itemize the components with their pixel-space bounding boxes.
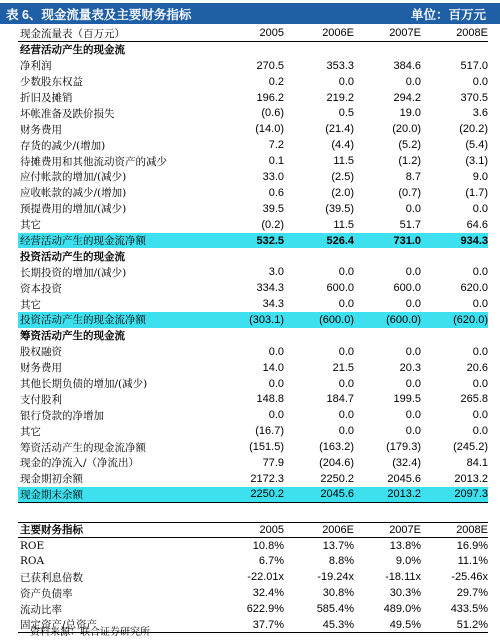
row-label: 坏帐准备及跌价损失 xyxy=(20,107,115,120)
row-label: 经营活动产生的现金流 xyxy=(20,44,125,57)
cell-value: 148.8 xyxy=(256,393,284,406)
table-row xyxy=(18,58,488,74)
cell-value: 13.8% xyxy=(389,539,421,552)
row-label: 资本投资 xyxy=(20,282,62,295)
cell-value: (245.2) xyxy=(453,441,488,454)
cell-value: 0.0 xyxy=(338,75,354,88)
source-note: 资料来源：联合证券研究所 xyxy=(30,627,150,638)
table-row xyxy=(18,280,488,296)
cell-value: 294.2 xyxy=(393,91,421,104)
cell-value: 0.0 xyxy=(472,266,488,279)
table-row xyxy=(18,90,488,106)
cell-value: -19.24x xyxy=(317,571,354,584)
table-row xyxy=(18,169,488,185)
table-row xyxy=(18,264,488,280)
row-label: 其它 xyxy=(20,219,41,232)
table-row xyxy=(18,153,488,169)
cell-value: 39.5 xyxy=(262,202,284,215)
cell-value: 0.6 xyxy=(268,186,284,199)
cell-value: 585.4% xyxy=(316,603,354,616)
cell-value: 0.0 xyxy=(472,409,488,422)
table-row xyxy=(18,538,488,554)
cell-value: 20.6 xyxy=(466,361,488,374)
cell-value: 30.3% xyxy=(389,587,421,600)
row-label: 少数股东权益 xyxy=(20,76,83,89)
row-label: 投资活动产生的现金流 xyxy=(20,250,125,263)
section-spacer xyxy=(18,503,488,522)
cell-value: 0.0 xyxy=(338,266,354,279)
cell-value: 0.0 xyxy=(405,75,421,88)
cell-value: (20.0) xyxy=(392,123,421,136)
cell-value: (0.6) xyxy=(261,107,284,120)
cell-value: 2007E xyxy=(389,523,421,536)
cell-value: 265.8 xyxy=(460,393,488,406)
cell-value: 0.0 xyxy=(405,202,421,215)
cell-value: 3.6 xyxy=(472,107,488,120)
cell-value: (14.0) xyxy=(255,123,284,136)
cell-value: (600.0) xyxy=(319,313,354,326)
cell-value: 0.0 xyxy=(268,409,284,422)
cell-value: (2.0) xyxy=(331,186,354,199)
cell-value: (32.4) xyxy=(392,456,421,469)
table-row xyxy=(18,344,488,360)
cell-value: 13.7% xyxy=(322,539,354,552)
cell-value: 2006E xyxy=(322,523,354,536)
cell-value: 3.0 xyxy=(268,266,284,279)
cell-value: 9.0% xyxy=(395,555,421,568)
cell-value: (179.3) xyxy=(386,441,421,454)
cell-value: 0.0 xyxy=(472,75,488,88)
table-row xyxy=(18,42,488,58)
cell-value: 184.7 xyxy=(326,393,354,406)
cell-value: 219.2 xyxy=(326,91,354,104)
cell-value: 622.9% xyxy=(246,603,284,616)
row-label: 流动比率 xyxy=(20,603,62,616)
row-label: 现金期末余额 xyxy=(20,488,83,501)
cell-value: -22.01x xyxy=(247,571,284,584)
cell-value: 7.2 xyxy=(268,139,284,152)
row-label: 主要财务指标 xyxy=(20,524,83,537)
row-label: 股权融资 xyxy=(20,346,62,359)
cell-value: 32.4% xyxy=(252,587,284,600)
row-label: 财务费用 xyxy=(20,123,62,136)
cell-value: 2008E xyxy=(456,523,488,536)
cell-value: 370.5 xyxy=(460,91,488,104)
row-label: 固定资产/总资产 xyxy=(20,619,98,632)
cell-value: 353.3 xyxy=(326,59,354,72)
cell-value: (204.6) xyxy=(319,456,354,469)
cell-value: 30.8% xyxy=(322,587,354,600)
row-label: 待摊费用和其他流动资产的减少 xyxy=(20,155,167,168)
table-row xyxy=(18,439,488,455)
cell-value: 2005 xyxy=(259,523,284,536)
cell-value: 0.0 xyxy=(472,202,488,215)
row-label: 资产负债率 xyxy=(20,587,73,600)
table-row xyxy=(18,121,488,137)
row-label: 预提费用的增加/(减少) xyxy=(20,203,127,216)
table-row xyxy=(18,328,488,344)
cell-value: 29.7% xyxy=(456,587,488,600)
cell-value: 2172.3 xyxy=(250,472,284,485)
table-row xyxy=(18,312,488,328)
cell-value: 2013.2 xyxy=(387,488,421,501)
cell-value: 9.0 xyxy=(472,170,488,183)
row-label: 支付股利 xyxy=(20,393,62,406)
cell-value: 600.0 xyxy=(326,282,354,295)
cell-value: 0.0 xyxy=(338,409,354,422)
cell-value: 2045.6 xyxy=(320,488,354,501)
table-row xyxy=(18,455,488,471)
cell-value: 526.4 xyxy=(326,234,354,247)
cell-value: 0.1 xyxy=(268,155,284,168)
cell-value: 2045.6 xyxy=(387,472,421,485)
cell-value: 33.0 xyxy=(262,170,284,183)
table-row xyxy=(18,74,488,90)
cell-value: (21.4) xyxy=(325,123,354,136)
cell-value: 0.0 xyxy=(268,377,284,390)
cell-value: 600.0 xyxy=(393,282,421,295)
table-row xyxy=(18,407,488,423)
cell-value: 620.0 xyxy=(460,282,488,295)
table-row xyxy=(18,423,488,439)
cell-value: 0.5 xyxy=(338,107,354,120)
cell-value: 0.0 xyxy=(338,298,354,311)
cell-value: (5.4) xyxy=(465,139,488,152)
table-row xyxy=(18,471,488,487)
cell-value: (2.5) xyxy=(331,170,354,183)
cell-value: (16.7) xyxy=(255,425,284,438)
unit-label: 单位：百万元 xyxy=(410,7,486,22)
cell-value: 731.0 xyxy=(393,234,421,247)
cell-value: 433.5% xyxy=(450,603,488,616)
cell-value: 532.5 xyxy=(256,234,284,247)
cell-value: (3.1) xyxy=(465,155,488,168)
cell-value: 0.0 xyxy=(338,377,354,390)
table-row xyxy=(18,217,488,233)
row-label: 存货的减少/(增加) xyxy=(20,139,106,152)
row-label: 应付帐款的增加/(减少) xyxy=(20,171,127,184)
financial-table xyxy=(18,26,488,633)
table-title: 表 6、现金流量表及主要财务指标 xyxy=(6,7,192,22)
row-label: 经营活动产生的现金流净额 xyxy=(20,235,146,248)
cell-value: 270.5 xyxy=(256,59,284,72)
table-row xyxy=(18,296,488,312)
cell-value: 384.6 xyxy=(393,59,421,72)
cell-value: 77.9 xyxy=(262,456,284,469)
cell-value: (0.2) xyxy=(261,218,284,231)
table-row xyxy=(18,360,488,376)
cell-value: 49.5% xyxy=(389,618,421,631)
cell-value: 8.8% xyxy=(328,555,354,568)
cell-value: 0.0 xyxy=(338,425,354,438)
cell-value: 196.2 xyxy=(256,91,284,104)
cell-value: 21.5 xyxy=(332,361,354,374)
cell-value: 0.0 xyxy=(405,409,421,422)
cell-value: 0.0 xyxy=(472,298,488,311)
cell-value: 51.2% xyxy=(456,618,488,631)
cell-value: 334.3 xyxy=(256,282,284,295)
table-row xyxy=(18,569,488,585)
cell-value: 6.7% xyxy=(258,555,284,568)
row-label: 筹资活动产生的现金流净额 xyxy=(20,441,146,454)
cell-value: 11.5 xyxy=(333,155,354,168)
row-label: 长期投资的增加/(减少) xyxy=(20,266,127,279)
cell-value: 0.0 xyxy=(405,377,421,390)
cell-value: -25.46x xyxy=(451,571,488,584)
table-row xyxy=(18,585,488,601)
row-label: 银行贷款的净增加 xyxy=(20,409,104,422)
table-row xyxy=(18,105,488,121)
cell-value: -18.11x xyxy=(385,571,421,584)
row-label: 折旧及摊销 xyxy=(20,92,73,104)
cell-value: 2250.2 xyxy=(320,472,354,485)
table-title-bar xyxy=(0,3,500,24)
cell-value: 934.3 xyxy=(460,234,488,247)
cell-value: 34.3 xyxy=(262,298,284,311)
cell-value: (20.2) xyxy=(459,123,488,136)
cell-value: 11.1% xyxy=(457,555,488,568)
cell-value: 8.7 xyxy=(405,170,421,183)
cell-value: (39.5) xyxy=(325,202,354,215)
table-row xyxy=(18,376,488,392)
table-row xyxy=(18,487,488,503)
row-label: 财务费用 xyxy=(20,362,62,375)
cell-value: 2008E xyxy=(456,27,488,40)
cell-value: 14.0 xyxy=(262,361,284,374)
cell-value: 0.0 xyxy=(405,298,421,311)
row-label: 其他长期负债的增加/(减少) xyxy=(20,378,148,391)
cell-value: 11.5 xyxy=(333,218,354,231)
cell-value: 0.0 xyxy=(472,377,488,390)
cell-value: 84.1 xyxy=(466,456,488,469)
cell-value: 2007E xyxy=(389,27,421,40)
cell-value: 0.0 xyxy=(472,425,488,438)
row-label: 筹资活动产生的现金流 xyxy=(20,330,125,343)
cell-value: (0.7) xyxy=(398,186,421,199)
cell-value: 517.0 xyxy=(460,59,488,72)
cell-value: 2005 xyxy=(259,27,284,40)
row-label: 现金的净流入/（净流出） xyxy=(20,457,140,470)
cell-value: 10.8% xyxy=(252,539,284,552)
cell-value: (620.0) xyxy=(453,313,488,326)
cell-value: 64.6 xyxy=(466,218,488,231)
cell-value: 0.0 xyxy=(268,345,284,358)
cell-value: 0.2 xyxy=(268,75,284,88)
cell-value: 0.0 xyxy=(405,345,421,358)
cell-value: 51.7 xyxy=(399,218,421,231)
cell-value: 0.0 xyxy=(405,266,421,279)
table-row xyxy=(18,554,488,570)
cell-value: 2097.3 xyxy=(454,488,488,501)
table-row xyxy=(18,201,488,217)
row-label: 投资活动产生的现金流净额 xyxy=(20,314,146,327)
cell-value: 2250.2 xyxy=(250,488,284,501)
cell-value: 16.9% xyxy=(456,539,488,552)
cell-value: (1.2) xyxy=(398,155,421,168)
cell-value: (600.0) xyxy=(386,313,421,326)
cell-value: 2006E xyxy=(322,27,354,40)
table-row xyxy=(18,248,488,264)
cell-value: 199.5 xyxy=(393,393,421,406)
cell-value: (5.2) xyxy=(398,139,421,152)
cell-value: 2013.2 xyxy=(454,472,488,485)
cell-value: 45.3% xyxy=(322,618,354,631)
cell-value: (303.1) xyxy=(249,313,284,326)
row-label: 其它 xyxy=(20,425,41,438)
row-label: 应收帐款的减少/(增加) xyxy=(20,187,127,200)
cell-value: (4.4) xyxy=(331,139,354,152)
table-row xyxy=(18,391,488,407)
row-label: ROA xyxy=(20,555,45,568)
row-label: 已获利息倍数 xyxy=(20,571,83,584)
cell-value: 0.0 xyxy=(472,345,488,358)
cell-value: 0.0 xyxy=(405,425,421,438)
cell-value: (163.2) xyxy=(319,441,354,454)
table-row xyxy=(18,601,488,617)
table-row xyxy=(18,233,488,249)
table-row xyxy=(18,137,488,153)
cell-value: 20.3 xyxy=(399,361,421,374)
cell-value: 37.7% xyxy=(252,618,284,631)
row-label: ROE xyxy=(20,539,45,552)
cell-value: 19.0 xyxy=(399,107,421,120)
row-label: 现金期初余额 xyxy=(20,473,83,486)
cashflow-header-row xyxy=(18,26,488,42)
cell-value: 489.0% xyxy=(383,603,421,616)
ratios-header-row xyxy=(18,522,488,538)
table-row xyxy=(18,185,488,201)
cell-value: (1.7) xyxy=(465,186,488,199)
row-label: 净利润 xyxy=(20,60,52,73)
row-label: 其它 xyxy=(20,298,41,311)
cell-value: (151.5) xyxy=(249,441,284,454)
row-label: 现金流量表（百万元） xyxy=(20,27,125,40)
cell-value: 0.0 xyxy=(338,345,354,358)
